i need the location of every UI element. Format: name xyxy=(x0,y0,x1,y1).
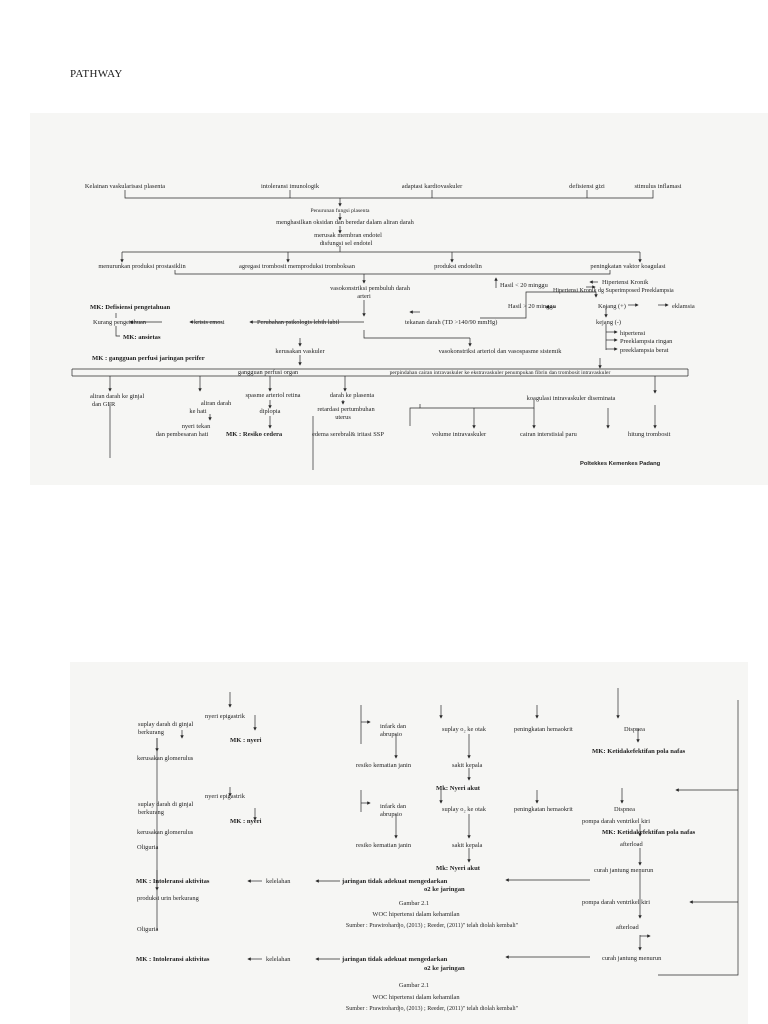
mk-nyeri-akut-2: Mk: Nyeri akut xyxy=(436,865,480,872)
node-arteri: arteri xyxy=(357,293,371,300)
node-kelelahan: kelelahan xyxy=(266,878,291,885)
mk-nyeri-akut: Mk: Nyeri akut xyxy=(436,785,480,792)
node-volume-intravaskuler: volume intravaskuler xyxy=(432,431,487,438)
mk-defisiensi-pengetahuan: MK: Defisiensi pengetahuan xyxy=(90,304,171,311)
node-abrupsio: abrupsio xyxy=(380,731,403,738)
node-krisis-emosi: krisis emosi xyxy=(194,319,225,326)
node-jaringan-tidak-adekuat-2: jaringan tidak adekuat mengedarkan xyxy=(342,956,448,963)
caption-woc: WOC hipertensi dalam kehamilan xyxy=(372,911,460,918)
node-curah-jantung-2: curah jantung menurun xyxy=(602,955,662,962)
mk-intoleransi-aktivitas-2: MK : Intoleransi aktivitas xyxy=(136,956,210,963)
node-spasme-retina: spasme arteriol retina xyxy=(245,392,301,399)
node-prostasiklin: menurunkan produksi prostasiklin xyxy=(98,263,186,270)
node-jaringan-tidak-adekuat: jaringan tidak adekuat mengedarkan xyxy=(342,878,448,885)
node-hasil-lebih-20: Hasil > 20 minggu xyxy=(508,303,556,310)
mk-ketidakefektifan-nafas: MK: Ketidakefektifan pola nafas xyxy=(592,748,686,755)
node-preeklampsia-berat: preeklampsia berat xyxy=(620,347,669,354)
node-endotelin: produksi endotelin xyxy=(434,263,482,270)
mk-ketidakefektifan-nafas-2: MK: Ketidakefektifan pola nafas xyxy=(602,829,696,836)
node-penurunan-fungsi: Penurunan fungsi plasenta xyxy=(310,208,370,214)
node-kelelahan-2: kelelahan xyxy=(266,956,291,963)
page-title: PATHWAY xyxy=(70,68,123,80)
caption-woc-2: WOC hipertensi dalam kehamilan xyxy=(372,994,460,1001)
node-o2-ke-jaringan: o2 ke jaringan xyxy=(424,886,465,893)
node-kejang-negatif: kejang (-) xyxy=(596,319,622,326)
node-dispnea-2: Dispnea xyxy=(614,806,635,813)
node-berkurang: berkurang xyxy=(138,729,164,736)
node-berkurang-2: berkurang xyxy=(138,809,164,816)
node-tromboksan: agregasi trombosit memproduksi tromboksan xyxy=(239,263,355,270)
node-tekanan-darah: tekanan darah (TD >140/90 mmHg) xyxy=(405,319,498,326)
node-hipertensi-kronik: Hipertensi Kronik xyxy=(602,279,649,286)
node-sakit-kepala-2: sakit kepala xyxy=(452,842,483,849)
mk-gangguan-perfusi: MK : gangguan perfusi jaringan perifer xyxy=(92,355,205,362)
node-kejang-positif: Kejang (+) xyxy=(598,303,626,310)
node-resiko-kematian-janin-2: resiko kematian janin xyxy=(356,842,412,849)
node-edema-serebral: edema serebral& iritasi SSP xyxy=(312,431,384,438)
mk-ansietas: MK: ansietas xyxy=(123,334,161,341)
node-o2-ke-jaringan-2: o2 ke jaringan xyxy=(424,965,465,972)
cause-inflamasi: stimulus inflamasi xyxy=(634,183,682,190)
node-eklamsia: eklamsia xyxy=(672,303,695,310)
node-vasokonstriksi-arteriol: vasokonstriksi arteriol dan vasospasme sistemik xyxy=(438,348,562,355)
node-dispnea: Dispnea xyxy=(624,726,645,733)
node-oksidan: menghasilkan oksidan dan beredar dalam aliran darah xyxy=(276,219,414,226)
bottom-nodes xyxy=(136,713,696,1012)
node-oliguria: Oliguria xyxy=(137,844,159,851)
cause-kardiovaskuler: adaptasi kardiovaskuler xyxy=(401,183,463,190)
node-afterload: afterload xyxy=(620,841,643,848)
node-sakit-kepala: sakit kepala xyxy=(452,762,483,769)
caption-sumber: Sumber : Prawirohardjo, (2013) ; Reeder, (2011)" telah diolah kembali" xyxy=(345,923,519,929)
node-pompa-darah: pompa darah ventrikel kiri xyxy=(582,818,650,825)
node-nyeri-tekan: nyeri tekan xyxy=(181,423,211,430)
top-nodes xyxy=(85,183,695,467)
node-kurang-pengetahuan: Kurang pengetahuan xyxy=(93,319,147,326)
node-oliguria-2: Oliguria xyxy=(137,926,159,933)
node-abrupsio-2: abrupsio xyxy=(380,811,403,818)
node-ke-hati: ke hati xyxy=(189,408,207,415)
node-preeklampsia-ringan: Preeklampsia ringan xyxy=(620,338,673,345)
node-aliran-darah-hati: aliran darah xyxy=(200,400,232,407)
node-perpindahan-cairan: perpindahan cairan intravaskuler ke ekstravaskuler penumpukan fibrin dan trombosit intravaskuler xyxy=(389,370,611,376)
node-superimposed: Hipertensi Kronik dg Superimposed Preeklampsia xyxy=(553,288,674,294)
node-pompa-darah-2: pompa darah ventrikel kiri xyxy=(582,899,650,906)
node-nyeri-epigastrik-2: nyeri epigastrik xyxy=(205,793,245,800)
node-aliran-ginjal: aliran darah ke ginjal xyxy=(90,393,145,400)
node-resiko-kematian-janin: resiko kematian janin xyxy=(356,762,412,769)
node-pembesaran-hati: dan pembesaran hati xyxy=(155,431,209,438)
node-suplay-ginjal: suplay darah di ginjal xyxy=(138,721,194,728)
caption-sumber-2: Sumber : Prawirohardjo, (2013) ; Reeder, (2011)" telah diolah kembali" xyxy=(345,1006,519,1012)
node-nyeri-epigastrik: nyeri epigastrik xyxy=(205,713,245,720)
node-vasokonstriksi: vasokonstriksi pembuluh darah xyxy=(330,285,410,292)
node-darah-plasenta: darah ke plasenta xyxy=(329,392,375,399)
node-kerusakan-glomerulus: kerusakan glomerulus xyxy=(137,755,194,762)
mk-resiko-cedera: MK : Resiko cedera xyxy=(226,431,283,438)
node-kerusakan-glomerulus-2: kerusakan glomerulus xyxy=(137,829,194,836)
caption-gambar-2: Gambar 2.1 xyxy=(398,982,430,989)
node-koagulasi-diseminata: koagulasi intravaskuler diseminata xyxy=(526,395,616,402)
node-suplay-ginjal-2: suplay darah di ginjal xyxy=(138,801,194,808)
node-disfungsi-endotel: disfungsi sel endotel xyxy=(319,240,373,247)
node-gangguan-perfusi-organ: gangguan perfusi organ xyxy=(237,369,299,376)
node-infark: infark dan xyxy=(380,723,407,730)
node-afterload-2: afterload xyxy=(616,924,639,931)
mk-nyeri: MK : nyeri xyxy=(230,737,262,744)
node-kerusakan-vaskuler: kerusakan vaskuler xyxy=(275,348,325,355)
node-diplopia: diplopia xyxy=(259,408,281,415)
node-produksi-urin: produksi urin berkurang xyxy=(137,895,199,902)
node-uterus: uterus xyxy=(335,414,351,421)
cause-vaskularisasi: Kelainan vaskularisasi plasenta xyxy=(84,183,166,190)
node-perubahan-psikologis: Perubahan psikologis lebih labil xyxy=(257,319,340,326)
caption-gambar: Gambar 2.1 xyxy=(398,900,430,907)
node-curah-jantung: curah jantung menurun xyxy=(594,867,654,874)
node-suplay-o2-otak-2: suplay o₂ ke otak xyxy=(442,806,486,813)
node-peningkatan-hemaokrit-2: peningkatan hemaokrit xyxy=(514,806,573,813)
node-merusak-membran: merusak membran endotel xyxy=(314,232,382,239)
cause-imunologik: intoleransi imunologik xyxy=(260,183,320,190)
node-gfr: dan GFR xyxy=(92,401,116,408)
watermark-poltekkes: Poltekkes Kemenkes Padang xyxy=(580,461,661,467)
node-hasil-kurang-20: Hasil < 20 minggu xyxy=(500,282,548,289)
mk-intoleransi-aktivitas: MK : Intoleransi aktivitas xyxy=(136,878,210,885)
node-hipertensi: hipertensi xyxy=(620,330,646,337)
node-hitung-trombosit: hitung trombosit xyxy=(628,431,671,438)
node-suplay-o2-otak: suplay o₂ ke otak xyxy=(442,726,486,733)
cause-defisiensi-gizi: defisiensi gizi xyxy=(569,183,605,190)
node-infark-2: infark dan xyxy=(380,803,407,810)
node-koagulasi-faktor: peningkatan vaktor koagulasi xyxy=(590,263,666,270)
node-retardasi: retardasi pertumbuhan xyxy=(317,406,375,413)
mk-nyeri-2: MK : nyeri xyxy=(230,818,262,825)
node-cairan-paru: cairan interstisial paru xyxy=(520,431,577,438)
node-peningkatan-hemaokrit: peningkatan hemaokrit xyxy=(514,726,573,733)
